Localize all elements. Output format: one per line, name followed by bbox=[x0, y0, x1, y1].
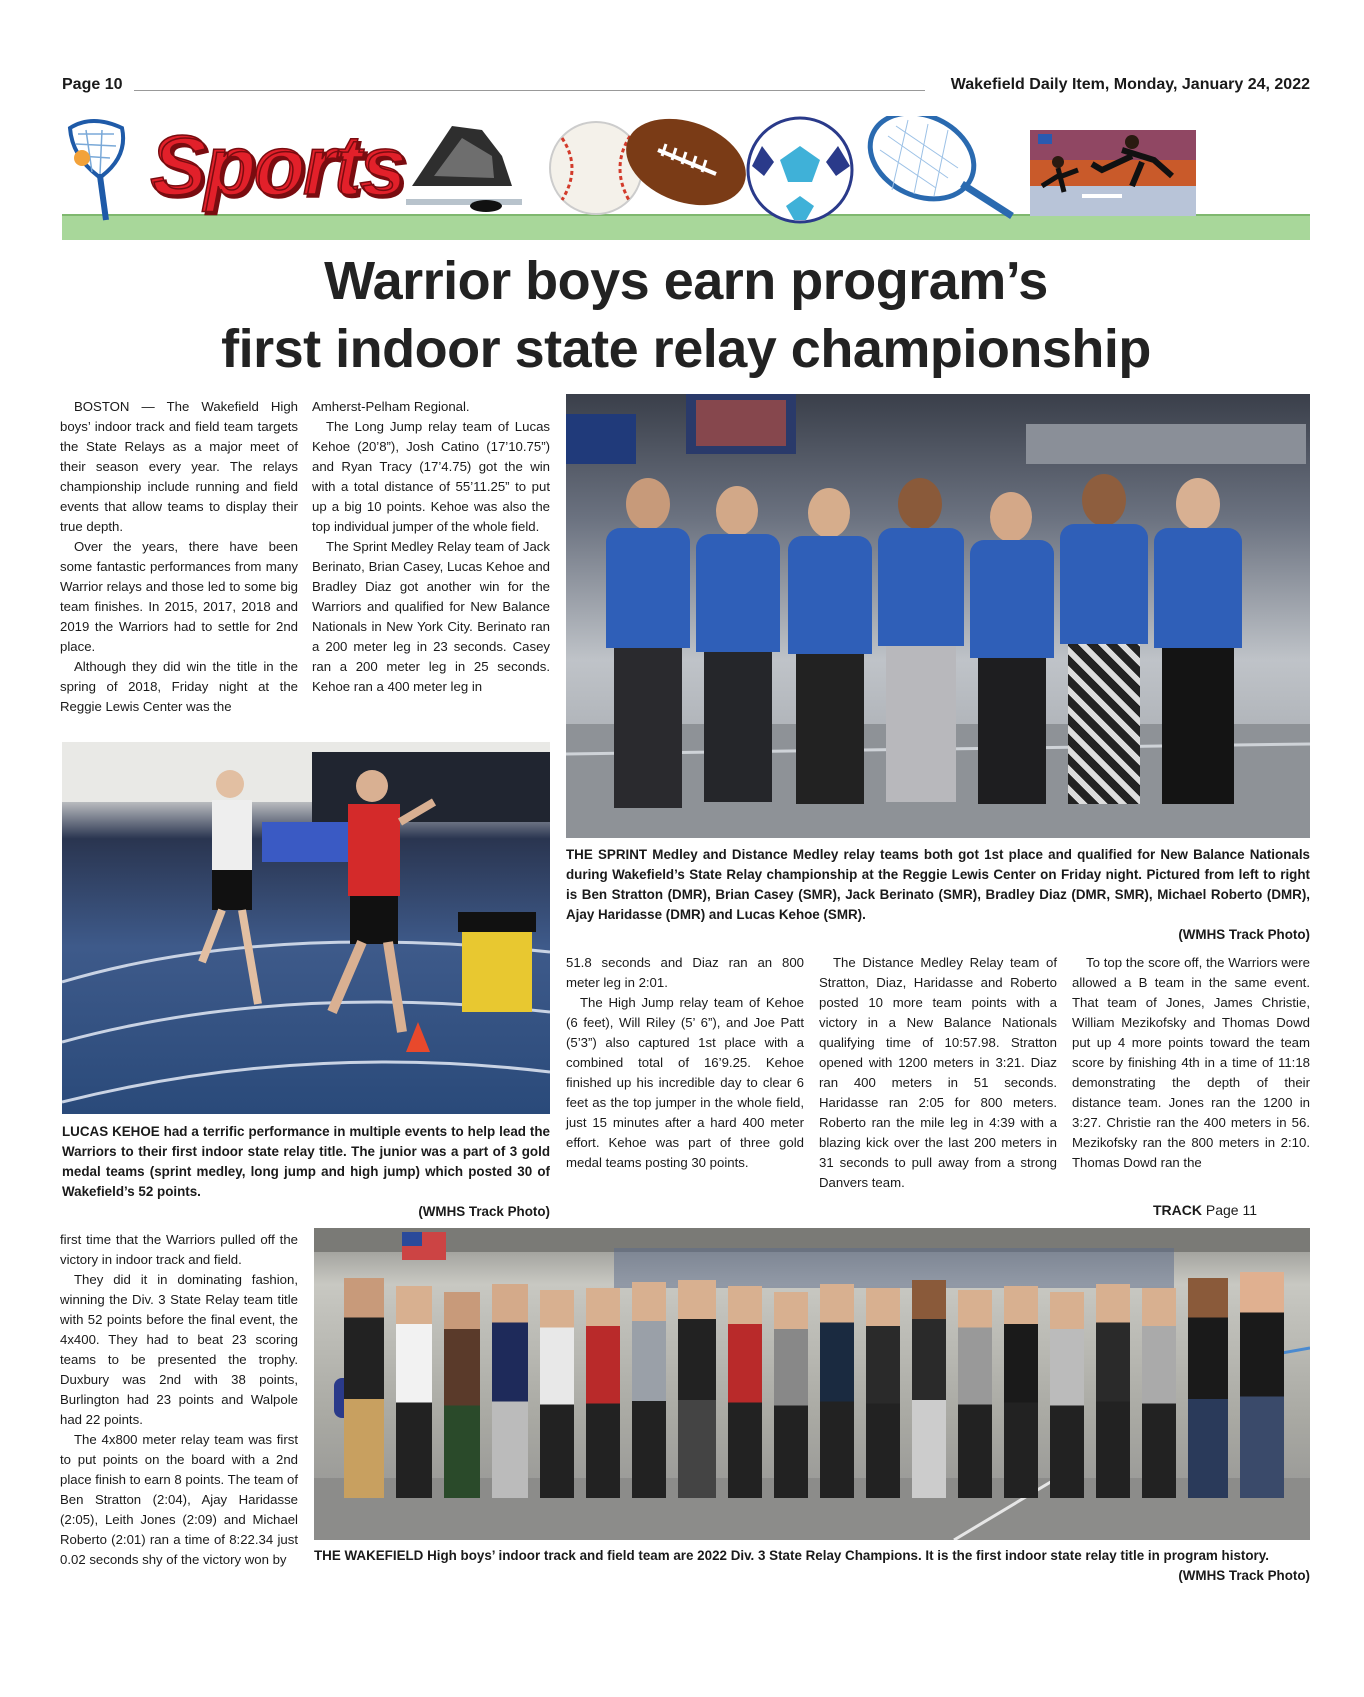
sports-banner bbox=[62, 116, 1310, 240]
athlete-figure bbox=[696, 486, 780, 838]
full-team-photo-caption bbox=[314, 1546, 1310, 1586]
team-member bbox=[820, 1284, 854, 1498]
team-group bbox=[344, 1268, 1284, 1498]
team-member bbox=[396, 1286, 432, 1498]
paragraph: To top the score off, the Warriors were allowed a B team in the same event. That team of Jones, James Christie, William Mezikofsky and Thomas Dowd put up 4 more points toward the team score by finishing 4th in a time of 11:18 demonstrating the depth of their distance team. Jones ran the 1200 in 3:27. Christie ran the 400 meters in 56. Mezikofsky ran the 800 meters in 2:10. Thomas Dowd ran the bbox=[1072, 955, 1310, 1170]
header-rule bbox=[134, 90, 925, 91]
football-icon bbox=[614, 116, 758, 221]
paragraph: The Distance Medley Relay team of Stratton, Diaz, Haridasse and Roberto posted 10 more team points with a victory in a New Balance Nationals qualifying time of 10:57.98. Stratton opened with 1200 meters in 3:21. Diaz ran 400 meters in 51 seconds. Haridasse ran 2:05 for 800 meters. Roberto ran the mile leg in 4:39 with a blazing kick over the last 200 meters in 31 seconds to pull away from a strong Danvers team. bbox=[819, 955, 1057, 1190]
article-column-6 bbox=[60, 1230, 298, 1570]
continued-jump-line[interactable] bbox=[1100, 1202, 1310, 1218]
hurdlers-artwork-icon bbox=[1030, 130, 1196, 216]
team-member bbox=[678, 1280, 716, 1498]
athlete-figure bbox=[970, 492, 1054, 838]
caption-text: THE SPRINT Medley and Distance Medley relay teams both got 1st place and qualified for New Balance Nationals during Wakefield’s State Relay championship at the Reggie Lewis Center on Friday night. Pictured from left to right is Ben Stratton (DMR), Brian Casey (SMR), Jack Berinato (SMR), Bradley Diaz (DMR, SMR), Michael Roberto (DMR), Ajay Haridasse (DMR) and Lucas Kehoe (SMR). bbox=[566, 847, 1310, 922]
lucas-kehoe-photo-caption bbox=[62, 1122, 550, 1222]
hockey-skate-icon bbox=[406, 126, 522, 212]
photo-credit: (WMHS Track Photo) bbox=[1178, 1568, 1310, 1583]
relay-team-photo bbox=[566, 394, 1310, 838]
article-column-5 bbox=[1072, 953, 1310, 1173]
paragraph: BOSTON — The Wakefield High boys’ indoor track and field team targets the State Relays as a major meet of their season every year. The relays championship include running and field events that allow teams to display their true depth. bbox=[60, 399, 298, 534]
paragraph: The Sprint Medley Relay team of Jack Berinato, Brian Casey, Lucas Kehoe and Bradley Diaz got another win for the Warriors and qualified for New Balance Nationals in New York City. Berinato ran a 200 meter leg in 23 seconds. Casey ran a 200 meter leg in 25 seconds. Kehoe ran a 400 meter leg in bbox=[312, 539, 550, 694]
relay-team-photo-caption bbox=[566, 845, 1310, 945]
team-member bbox=[444, 1292, 480, 1498]
jump-page: Page 11 bbox=[1205, 1202, 1257, 1218]
lucas-kehoe-running-photo bbox=[62, 742, 550, 1114]
caption-text: LUCAS KEHOE had a terrific performance in multiple events to help lead the Warriors to their first indoor state relay title. The junior was a part of 3 gold medal teams (sprint medley, long jump and high jump) which posted 30 of Wakefield’s 52 points. bbox=[62, 1124, 550, 1199]
soccer-ball-icon bbox=[748, 118, 852, 222]
paragraph: The 4x800 meter relay team was first to put points on the board with a 2nd place finish to earn 8 points. The team of Ben Stratton (2:04), Ajay Haridasse (2:05), Leith Jones (2:09) and Michael Roberto (2:01) ran a time of 8:22.34 just 0.02 seconds shy of the victory won by bbox=[60, 1432, 299, 1567]
paragraph: Although they did win the title in the spring of 2018, Friday night at the Reggie Lewis Center was the bbox=[60, 659, 298, 714]
article-column-4 bbox=[819, 953, 1057, 1193]
publication-dateline: Wakefield Daily Item, Monday, January 24, 2022 bbox=[950, 76, 1310, 93]
team-member bbox=[866, 1288, 900, 1498]
athlete-figure bbox=[788, 488, 872, 838]
paragraph: The Long Jump relay team of Lucas Kehoe (20’8”), Josh Catino (17’10.75”) and Ryan Tracy (17’4.75) got the win with a total distance of 55’11.25” to put up a big 10 points. Kehoe was also the top individual jumper of the whole field. bbox=[312, 419, 550, 534]
tennis-racket-icon bbox=[856, 116, 1012, 216]
photo-credit: (WMHS Track Photo) bbox=[418, 1204, 550, 1219]
team-member bbox=[728, 1286, 762, 1498]
sports-title: Sports bbox=[150, 118, 405, 212]
sports-equipment-illustration bbox=[62, 116, 1310, 240]
paragraph: Over the years, there have been some fantastic performances from many Warrior relays and those led to some big team finishes. In 2015, 2017, 2018 and 2019 the Warriors had to settle for 2nd place. bbox=[60, 539, 298, 654]
team-member bbox=[1142, 1288, 1176, 1498]
team-member bbox=[492, 1284, 528, 1498]
paragraph: They did it in dominating fashion, winning the Div. 3 State Relay team title with 52 points before the final event, the 4x400. They had to beat 23 scoring teams to be presented the trophy. Duxbury was 2nd with 38 points, Burlington had 23 points and Walpole had 22 points. bbox=[60, 1272, 298, 1427]
team-member bbox=[586, 1288, 620, 1498]
lacrosse-stick-icon bbox=[70, 121, 123, 220]
track-illustration bbox=[62, 742, 550, 1114]
paragraph: first time that the Warriors pulled off the victory in indoor track and field. bbox=[60, 1232, 298, 1267]
athlete-figure bbox=[1060, 474, 1148, 838]
jump-label: TRACK bbox=[1152, 1202, 1202, 1218]
headline-line-1: Warrior boys earn program’s bbox=[324, 251, 1048, 311]
team-member bbox=[344, 1278, 384, 1498]
athlete-figure bbox=[606, 478, 690, 838]
paragraph: The High Jump relay team of Kehoe (6 feet), Will Riley (5’ 6”), and Joe Patt (5’3”) also captured 1st place with a combined total of 16’9.25. Kehoe finished up his incredible day to clear 6 feet as the top jumper in the whole field, just 15 minutes after a hard 400 meter effort. Kehoe was part of three gold medal teams posting 30 points. bbox=[566, 995, 804, 1170]
baseball-icon bbox=[550, 122, 642, 214]
team-member bbox=[1240, 1272, 1284, 1498]
team-member bbox=[1004, 1286, 1038, 1498]
article-column-1 bbox=[60, 397, 298, 717]
caption-text: THE WAKEFIELD High boys’ indoor track and field team are 2022 Div. 3 State Relay Champions. It is the first indoor state relay title in program history. bbox=[314, 1548, 1269, 1563]
article-column-3 bbox=[566, 953, 804, 1173]
page-number: Page 10 bbox=[62, 76, 123, 93]
team-member bbox=[958, 1290, 992, 1498]
team-member bbox=[632, 1282, 666, 1498]
headline-line-2: first indoor state relay championship bbox=[221, 319, 1151, 379]
photo-credit: (WMHS Track Photo) bbox=[1178, 927, 1310, 942]
full-team-photo bbox=[314, 1228, 1310, 1540]
team-member bbox=[1188, 1278, 1228, 1498]
athlete-figure bbox=[1154, 478, 1242, 838]
article-column-2 bbox=[312, 397, 550, 697]
team-member bbox=[1050, 1292, 1084, 1498]
team-member bbox=[1096, 1284, 1130, 1498]
athlete-figure bbox=[878, 478, 964, 838]
team-member bbox=[774, 1292, 808, 1498]
paragraph: Amherst-Pelham Regional. bbox=[312, 399, 470, 414]
team-member bbox=[540, 1290, 574, 1498]
paragraph: 51.8 seconds and Diaz ran an 800 meter leg in 2:01. bbox=[566, 955, 804, 990]
team-member bbox=[912, 1280, 946, 1498]
